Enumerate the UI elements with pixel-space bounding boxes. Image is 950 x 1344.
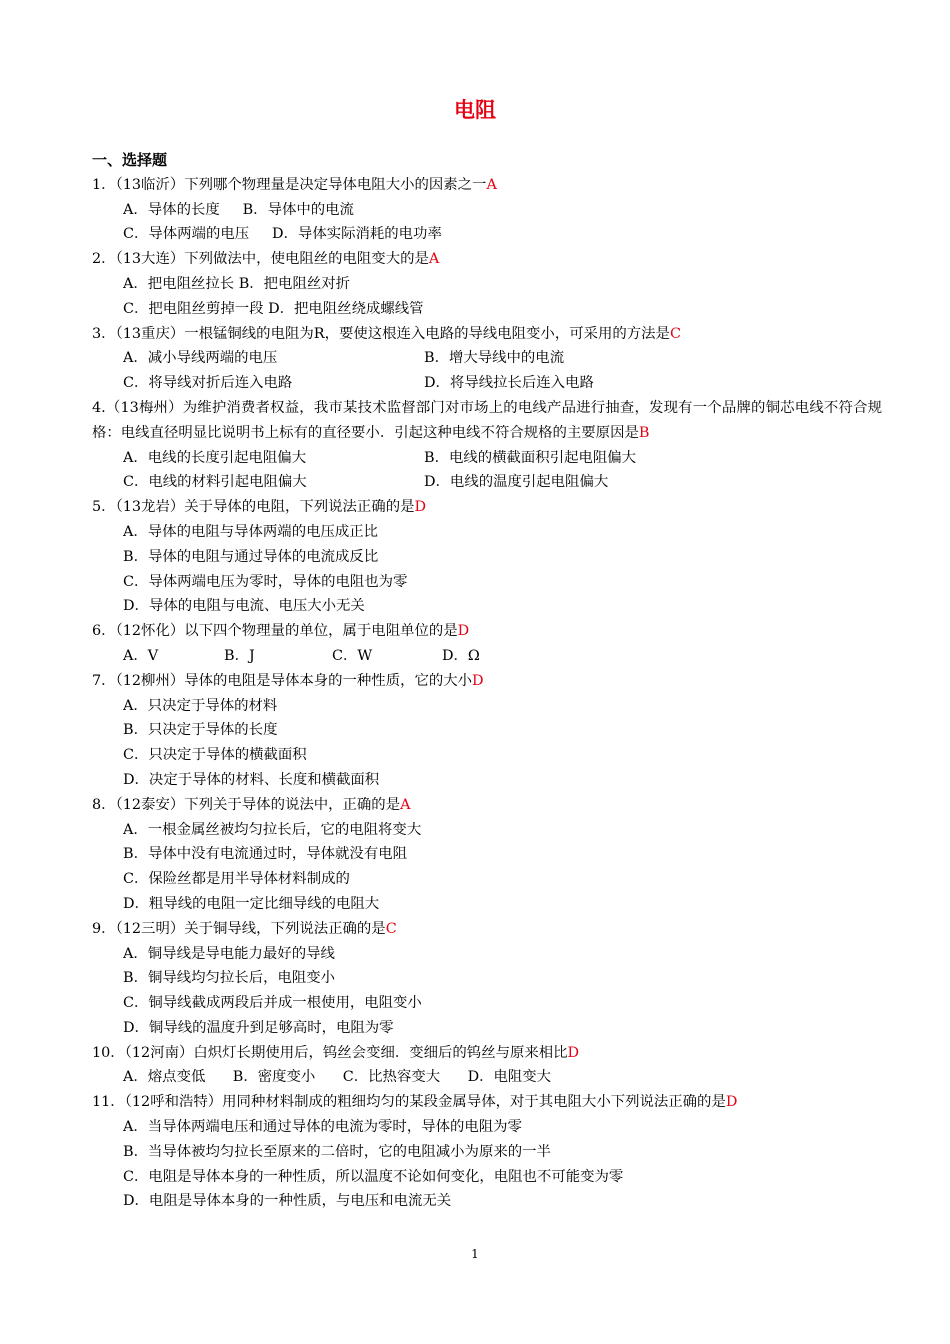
answer-mark: A [428,251,440,268]
answer-mark: D [414,499,427,516]
option-line: C．导体两端的电压 D．导体实际消耗的电功率 [123,226,442,243]
stem-text: 11．（12呼和浩特）用同种材料制成的粗细均匀的某段金属导体，对于其电阻大小下列说法正确的是 [92,1094,726,1111]
option-row [92,644,882,669]
option-d: D．电线的温度引起电阻偏大 [424,474,609,491]
question-11 [92,1090,882,1214]
question-stem [92,1041,882,1066]
stem-text: 5．（13龙岩）关于导体的电阻，下列说法正确的是 [92,499,415,516]
question-1 [92,173,882,247]
answer-mark: D [567,1044,580,1061]
answer-mark: D [725,1094,738,1111]
stem-text: 7．（12柳州）导体的电阻是导体本身的一种性质，它的大小 [92,672,473,689]
question-10 [92,1041,882,1091]
page-number: 1 [471,1247,479,1261]
question-8 [92,793,882,917]
option-d: D．导体的电阻与电流、电压大小无关 [123,598,365,615]
option-b: B．只决定于导体的长度 [123,722,278,739]
answer-mark: A [486,176,497,193]
page-title: 电阻 [454,98,496,122]
question-2 [92,247,882,321]
stem-text: 3．（13重庆）一根锰铜线的电阻为R，要使这根连入电路的导线电阻变小，可采用的方法是 [92,325,670,342]
option-grid [92,371,882,396]
option-c: C．保险丝都是用半导体材料制成的 [123,871,350,888]
option-c: C．电线的材料引起电阻偏大 [123,474,307,491]
option-grid [92,446,882,471]
option-a: A．导体的电阻与导体两端的电压成正比 [123,523,379,540]
question-3 [92,322,882,396]
question-stem [92,322,882,347]
option-d: D．Ω [442,647,480,664]
question-stem [92,1090,882,1115]
option-b: B．铜导线均匀拉长后，电阻变小 [123,970,336,987]
option-b: B．J [224,647,255,664]
option-line: C．把电阻丝剪掉一段 D．把电阻丝绕成螺线管 [123,300,424,317]
answer-mark: A [400,796,411,813]
question-stem [92,173,882,198]
answer-mark: D [472,672,484,689]
option-c: C．铜导线截成两段后并成一根使用，电阻变小 [123,995,422,1012]
question-6 [92,619,882,669]
stem-text: 6．（12怀化）以下四个物理量的单位，属于电阻单位的是 [92,623,458,640]
option-c: C．只决定于导体的横截面积 [123,747,307,764]
option-d: D．将导线拉长后连入电路 [424,375,594,392]
option-c: C．W [332,647,373,664]
stem-text: 9．（12三明）关于铜导线，下列说法正确的是 [92,920,386,937]
document-body [92,148,882,1214]
option-d: D．粗导线的电阻一定比细导线的电阻大 [123,895,380,912]
option-d: D．电阻是导体本身的一种性质，与电压和电流无关 [123,1193,452,1210]
option-b: B．导体的电阻与通过导体的电流成反比 [123,548,379,565]
option-c: C．将导线对折后连入电路 [123,375,293,392]
option-a: A．只决定于导体的材料 [123,697,278,714]
option-d: D．铜导线的温度升到足够高时，电阻为零 [123,1019,394,1036]
question-stem [92,917,882,942]
option-grid [92,346,882,371]
question-stem [92,619,882,644]
option-line: A．导体的长度 B．导体中的电流 [123,201,354,218]
answer-mark: B [638,424,650,441]
option-grid [92,470,882,495]
stem-text: 1．（13临沂）下列哪个物理量是决定导体电阻大小的因素之一 [92,176,487,193]
question-4 [92,396,882,495]
answer-mark: D [457,623,470,640]
option-b: B．当导体被均匀拉长至原来的二倍时，它的电阻减小为原来的一半 [123,1143,551,1160]
answer-mark: C [385,920,397,937]
question-5 [92,495,882,619]
option-c: C．导体两端电压为零时，导体的电阻也为零 [123,573,408,590]
question-9 [92,917,882,1041]
option-a: A．一根金属丝被均匀拉长后，它的电阻将变大 [123,821,422,838]
question-stem [92,793,882,818]
question-stem [92,247,882,272]
option-a: A．电线的长度引起电阻偏大 [123,449,307,466]
option-a: A．铜导线是导电能力最好的导线 [123,945,335,962]
stem-text: 10．（12河南）白炽灯长期使用后，钨丝会变细．变细后的钨丝与原来相比 [92,1044,568,1061]
stem-text: 4.（13梅州）为维护消费者权益，我市某技术监督部门对市场上的电线产品进行抽查，发现有一个品牌的铜芯电线不符合规格：电线直径明显比说明书上标有的直径要小．引起这种电线不符合规格的主要原因是 [92,399,882,441]
option-line: A．熔点变低 B．密度变小 C．比热容变大 D．电阻变大 [123,1069,552,1086]
option-b: B．电线的横截面积引起电阻偏大 [424,449,637,466]
option-b: B．导体中没有电流通过时，导体就没有电阻 [123,846,407,863]
stem-text: 2．（13大连）下列做法中，使电阻丝的电阻变大的是 [92,251,429,268]
question-7 [92,669,882,793]
question-stem [92,669,882,694]
option-a: A．当导体两端电压和通过导体的电流为零时，导体的电阻为零 [123,1119,522,1136]
option-a: A．减小导线两端的电压 [123,350,278,367]
section-heading: 一、选择题 [92,151,168,169]
option-d: D．决定于导体的材料、长度和横截面积 [123,771,380,788]
option-a: A．V [123,647,159,664]
stem-text: 8．（12泰安）下列关于导体的说法中，正确的是 [92,796,401,813]
option-line: A．把电阻丝拉长 B．把电阻丝对折 [123,275,351,292]
option-c: C．电阻是导体本身的一种性质，所以温度不论如何变化，电阻也不可能变为零 [123,1168,624,1185]
question-stem [92,495,882,520]
answer-mark: C [669,325,681,342]
option-b: B．增大导线中的电流 [424,350,565,367]
question-stem [92,396,882,446]
